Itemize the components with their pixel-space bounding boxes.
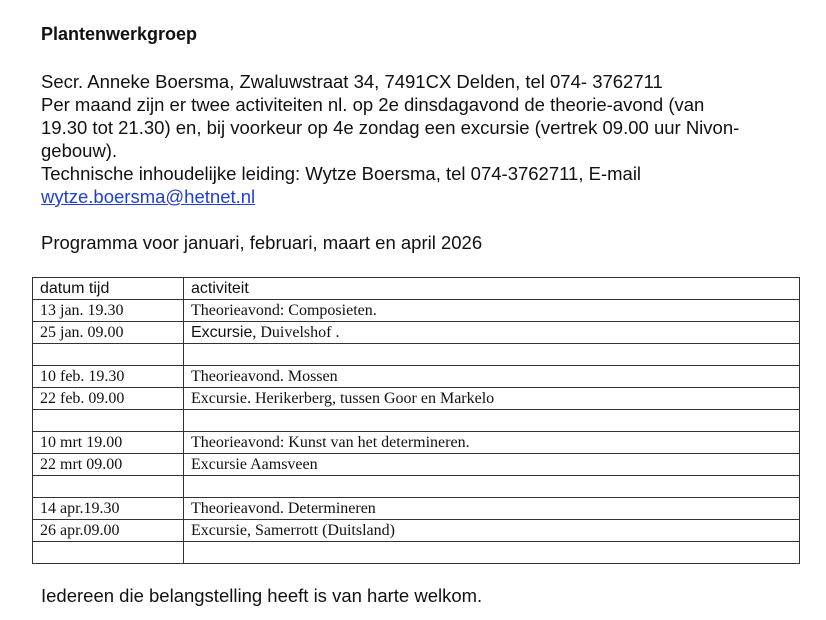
cell-activiteit: Theorieavond: Kunst van het determineren.: [184, 432, 800, 454]
table-row: [33, 366, 800, 388]
table-row: [33, 388, 800, 410]
table-row: [33, 322, 800, 344]
cell-activiteit: Excursie. Herikerberg, tussen Goor en Markelo: [184, 388, 800, 410]
email-link[interactable]: wytze.boersma@hetnet.nl: [41, 186, 256, 207]
header-activiteit: activiteit: [184, 278, 800, 300]
table-row-blank: [33, 542, 800, 564]
cell-datum: 10 feb. 19.30: [33, 366, 184, 388]
cell-datum: 13 jan. 19.30: [33, 300, 184, 322]
activity-rest: , Duivelshof .: [252, 324, 340, 341]
cell-datum: [33, 542, 184, 564]
secretary-line: Secr. Anneke Boersma, Zwaluwstraat 34, 7491CX Delden, tel 074- 3762711: [41, 71, 663, 92]
table-row: [33, 300, 800, 322]
cell-activiteit: [184, 344, 800, 366]
cell-datum: [33, 344, 184, 366]
cell-activiteit: [184, 322, 800, 344]
cell-datum: 14 apr.19.30: [33, 498, 184, 520]
table-row-blank: [33, 476, 800, 498]
cell-activiteit: Excursie, Samerrott (Duitsland): [184, 520, 800, 542]
table-row: [33, 520, 800, 542]
cell-activiteit: [184, 476, 800, 498]
leadership-line: Technische inhoudelijke leiding: Wytze Boersma, tel 074-3762711, E-mail: [41, 163, 642, 184]
spacer: [41, 46, 739, 70]
cell-datum: 10 mrt 19.00: [33, 432, 184, 454]
table-row: [33, 432, 800, 454]
cell-activiteit: Excursie Aamsveen: [184, 454, 800, 476]
cell-activiteit: Theorieavond. Determineren: [184, 498, 800, 520]
program-title: Programma voor januari, februari, maart en april 2026: [41, 232, 483, 253]
activity-prefix: Excursie: [191, 324, 253, 341]
email-line: [41, 185, 739, 208]
cell-activiteit: [184, 542, 800, 564]
activities-line-3: gebouw).: [41, 140, 118, 161]
cell-datum: 22 mrt 09.00: [33, 454, 184, 476]
activities-line-1: Per maand zijn er twee activiteiten nl. op 2e dinsdagavond de theorie-avond (van: [41, 94, 705, 115]
table-row-blank: [33, 344, 800, 366]
cell-activiteit: [184, 410, 800, 432]
document-title: Plantenwerkgroep: [41, 24, 198, 44]
table-row: [33, 454, 800, 476]
table-row-blank: [33, 410, 800, 432]
table-header-row: [33, 278, 800, 300]
table-row: [33, 498, 800, 520]
cell-datum: 22 feb. 09.00: [33, 388, 184, 410]
program-table: [32, 277, 800, 564]
activities-line-2: 19.30 tot 21.30) en, bij voorkeur op 4e zondag een excursie (vertrek 09.00 uur Nivon-: [41, 117, 740, 138]
cell-datum: 25 jan. 09.00: [33, 322, 184, 344]
cell-datum: 26 apr.09.00: [33, 520, 184, 542]
cell-activiteit: Theorieavond: Composieten.: [184, 300, 800, 322]
intro-block: [41, 22, 739, 208]
cell-activiteit: Theorieavond. Mossen: [184, 366, 800, 388]
welcome-footer: Iedereen die belangstelling heeft is van harte welkom.: [41, 585, 483, 606]
cell-datum: [33, 476, 184, 498]
cell-datum: [33, 410, 184, 432]
header-datum-tijd: datum tijd: [33, 278, 184, 300]
